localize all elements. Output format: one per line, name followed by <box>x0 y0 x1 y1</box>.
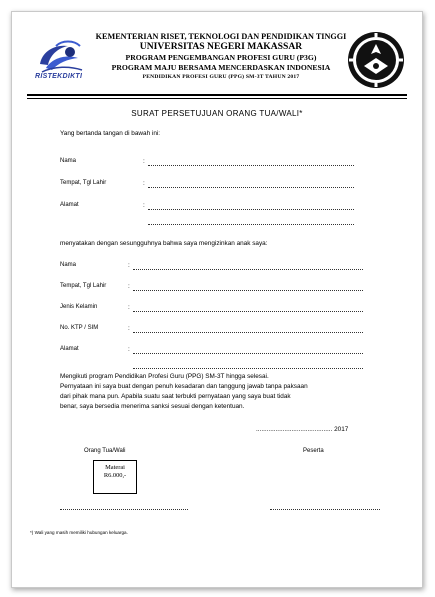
child-address-field[interactable] <box>133 353 363 354</box>
stamp-line-1: Materai <box>105 464 125 471</box>
child-birth-colon: : <box>128 283 130 290</box>
parent-signature-line[interactable] <box>60 509 188 510</box>
child-gender-field[interactable] <box>133 311 363 312</box>
unm-seal-icon <box>346 30 406 90</box>
parent-birth-field[interactable] <box>148 187 354 188</box>
parent-name-colon: : <box>143 158 145 165</box>
child-id-field[interactable] <box>133 332 363 333</box>
parent-address-field[interactable] <box>148 209 354 210</box>
document-title: SURAT PERSETUJUAN ORANG TUA/WALI* <box>131 109 303 118</box>
parent-name-label: Nama <box>60 158 77 164</box>
participant-signature-line[interactable] <box>270 509 380 510</box>
header-subtitle: PENDIDIKAN PROFESI GURU (PPG) SM-3T TAHUN 2017 <box>142 74 300 80</box>
parent-birth-colon: : <box>143 180 145 187</box>
paragraph-line-4: benar, saya bersedia menerima sanksi sesuai dengan ketentuan. <box>60 403 245 410</box>
logo-text: RISTEKDIKTI <box>35 73 83 80</box>
unm-seal <box>346 30 406 90</box>
paragraph-line-2: Pernyataan ini saya buat dengan penuh kesadaran dan tanggung jawab tanpa paksaan <box>60 383 308 390</box>
header-rule-thin <box>27 98 407 99</box>
child-address-colon: : <box>128 346 130 353</box>
parent-address-colon: : <box>143 202 145 209</box>
parent-address-field-2[interactable] <box>148 224 354 225</box>
header-university: UNIVERSITAS NEGERI MAKASSAR <box>139 41 303 52</box>
ristekdikti-logo <box>32 38 86 84</box>
intro-text: Yang bertanda tangan di bawah ini: <box>60 130 161 137</box>
parent-signature-label: Orang Tua/Wali <box>84 448 126 454</box>
participant-signature-label: Peserta <box>303 448 324 454</box>
stamp-line-2: R6.000,- <box>103 472 127 479</box>
child-name-label: Nama <box>60 262 77 268</box>
parent-birth-label: Tempat, Tgl Lahir <box>60 180 107 186</box>
child-id-label: No. KTP / SIM <box>60 325 99 331</box>
parent-address-label: Alamat <box>60 202 79 208</box>
paragraph-line-3: dari pihak mana pun. Apabila suatu saat terbukti pernyataan yang saya buat tidak <box>60 393 291 400</box>
statement-text: menyatakan dengan sesungguhnya bahwa saya mengizinkan anak saya: <box>60 240 268 247</box>
child-id-colon: : <box>128 325 130 332</box>
child-gender-label: Jenis Kelamin <box>60 304 98 310</box>
header-rule-thick <box>27 94 407 96</box>
child-birth-field[interactable] <box>133 290 363 291</box>
date-line: ........................................... 2017 <box>256 426 349 433</box>
header-program: PROGRAM PENGEMBANGAN PROFESI GURU (P3G) <box>125 53 317 62</box>
child-gender-colon: : <box>128 304 130 311</box>
child-birth-label: Tempat, Tgl Lahir <box>60 283 107 289</box>
parent-name-field[interactable] <box>148 165 354 166</box>
paragraph-line-1: Mengikuti program Pendidikan Profesi Guru (PPG) SM-3T hingga selesai. <box>60 373 269 380</box>
materai-stamp <box>93 460 137 494</box>
header-motto: PROGRAM MAJU BERSAMA MENCERDASKAN INDONESIA <box>111 63 331 72</box>
header-ministry: KEMENTERIAN RISET, TEKNOLOGI DAN PENDIDIKAN TINGGI <box>95 32 347 41</box>
child-address-field-2[interactable] <box>133 368 363 369</box>
child-name-colon: : <box>128 262 130 269</box>
child-name-field[interactable] <box>133 269 363 270</box>
footnote: *) Wali yang masih memiliki hubungan keluarga. <box>30 530 128 535</box>
document-page <box>11 11 423 588</box>
child-address-label: Alamat <box>60 346 79 352</box>
